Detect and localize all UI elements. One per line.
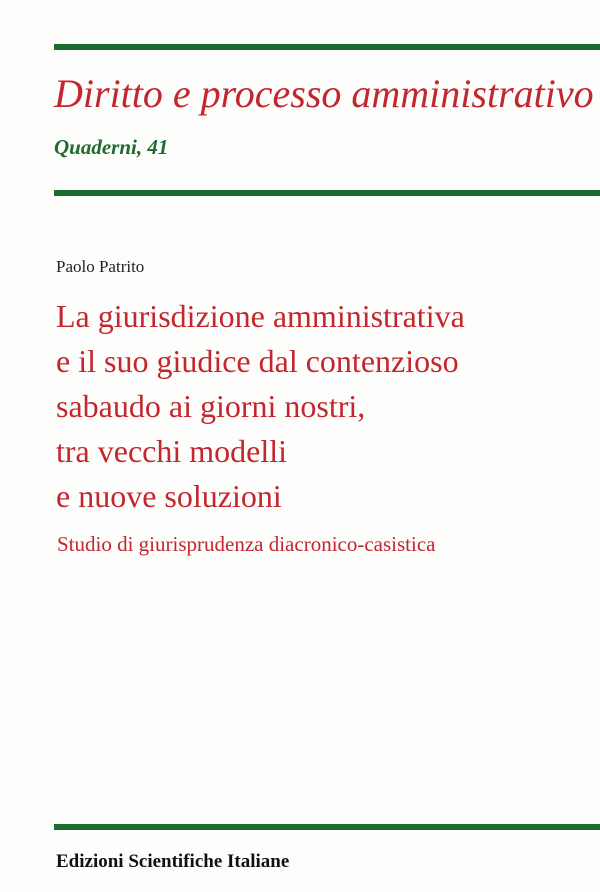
publisher-name: Edizioni Scientifiche Italiane xyxy=(56,851,290,872)
series-title: Diritto e processo amministrativo xyxy=(54,71,594,116)
book-title-line: tra vecchi modelli xyxy=(56,433,288,469)
top-green-rule xyxy=(54,44,600,50)
middle-green-rule xyxy=(54,190,600,196)
bottom-green-rule xyxy=(54,824,600,830)
author-name: Paolo Patrito xyxy=(56,257,145,276)
book-title-line: La giurisdizione amministrativa xyxy=(56,298,465,334)
book-title-line: e il suo giudice dal contenzioso xyxy=(56,343,459,379)
book-subtitle: Studio di giurisprudenza diacronico-casistica xyxy=(57,532,436,556)
book-title-line: sabaudo ai giorni nostri, xyxy=(56,388,366,424)
book-title xyxy=(56,294,576,519)
series-volume: Quaderni, 41 xyxy=(54,135,169,159)
book-title-line: e nuove soluzioni xyxy=(56,478,282,514)
